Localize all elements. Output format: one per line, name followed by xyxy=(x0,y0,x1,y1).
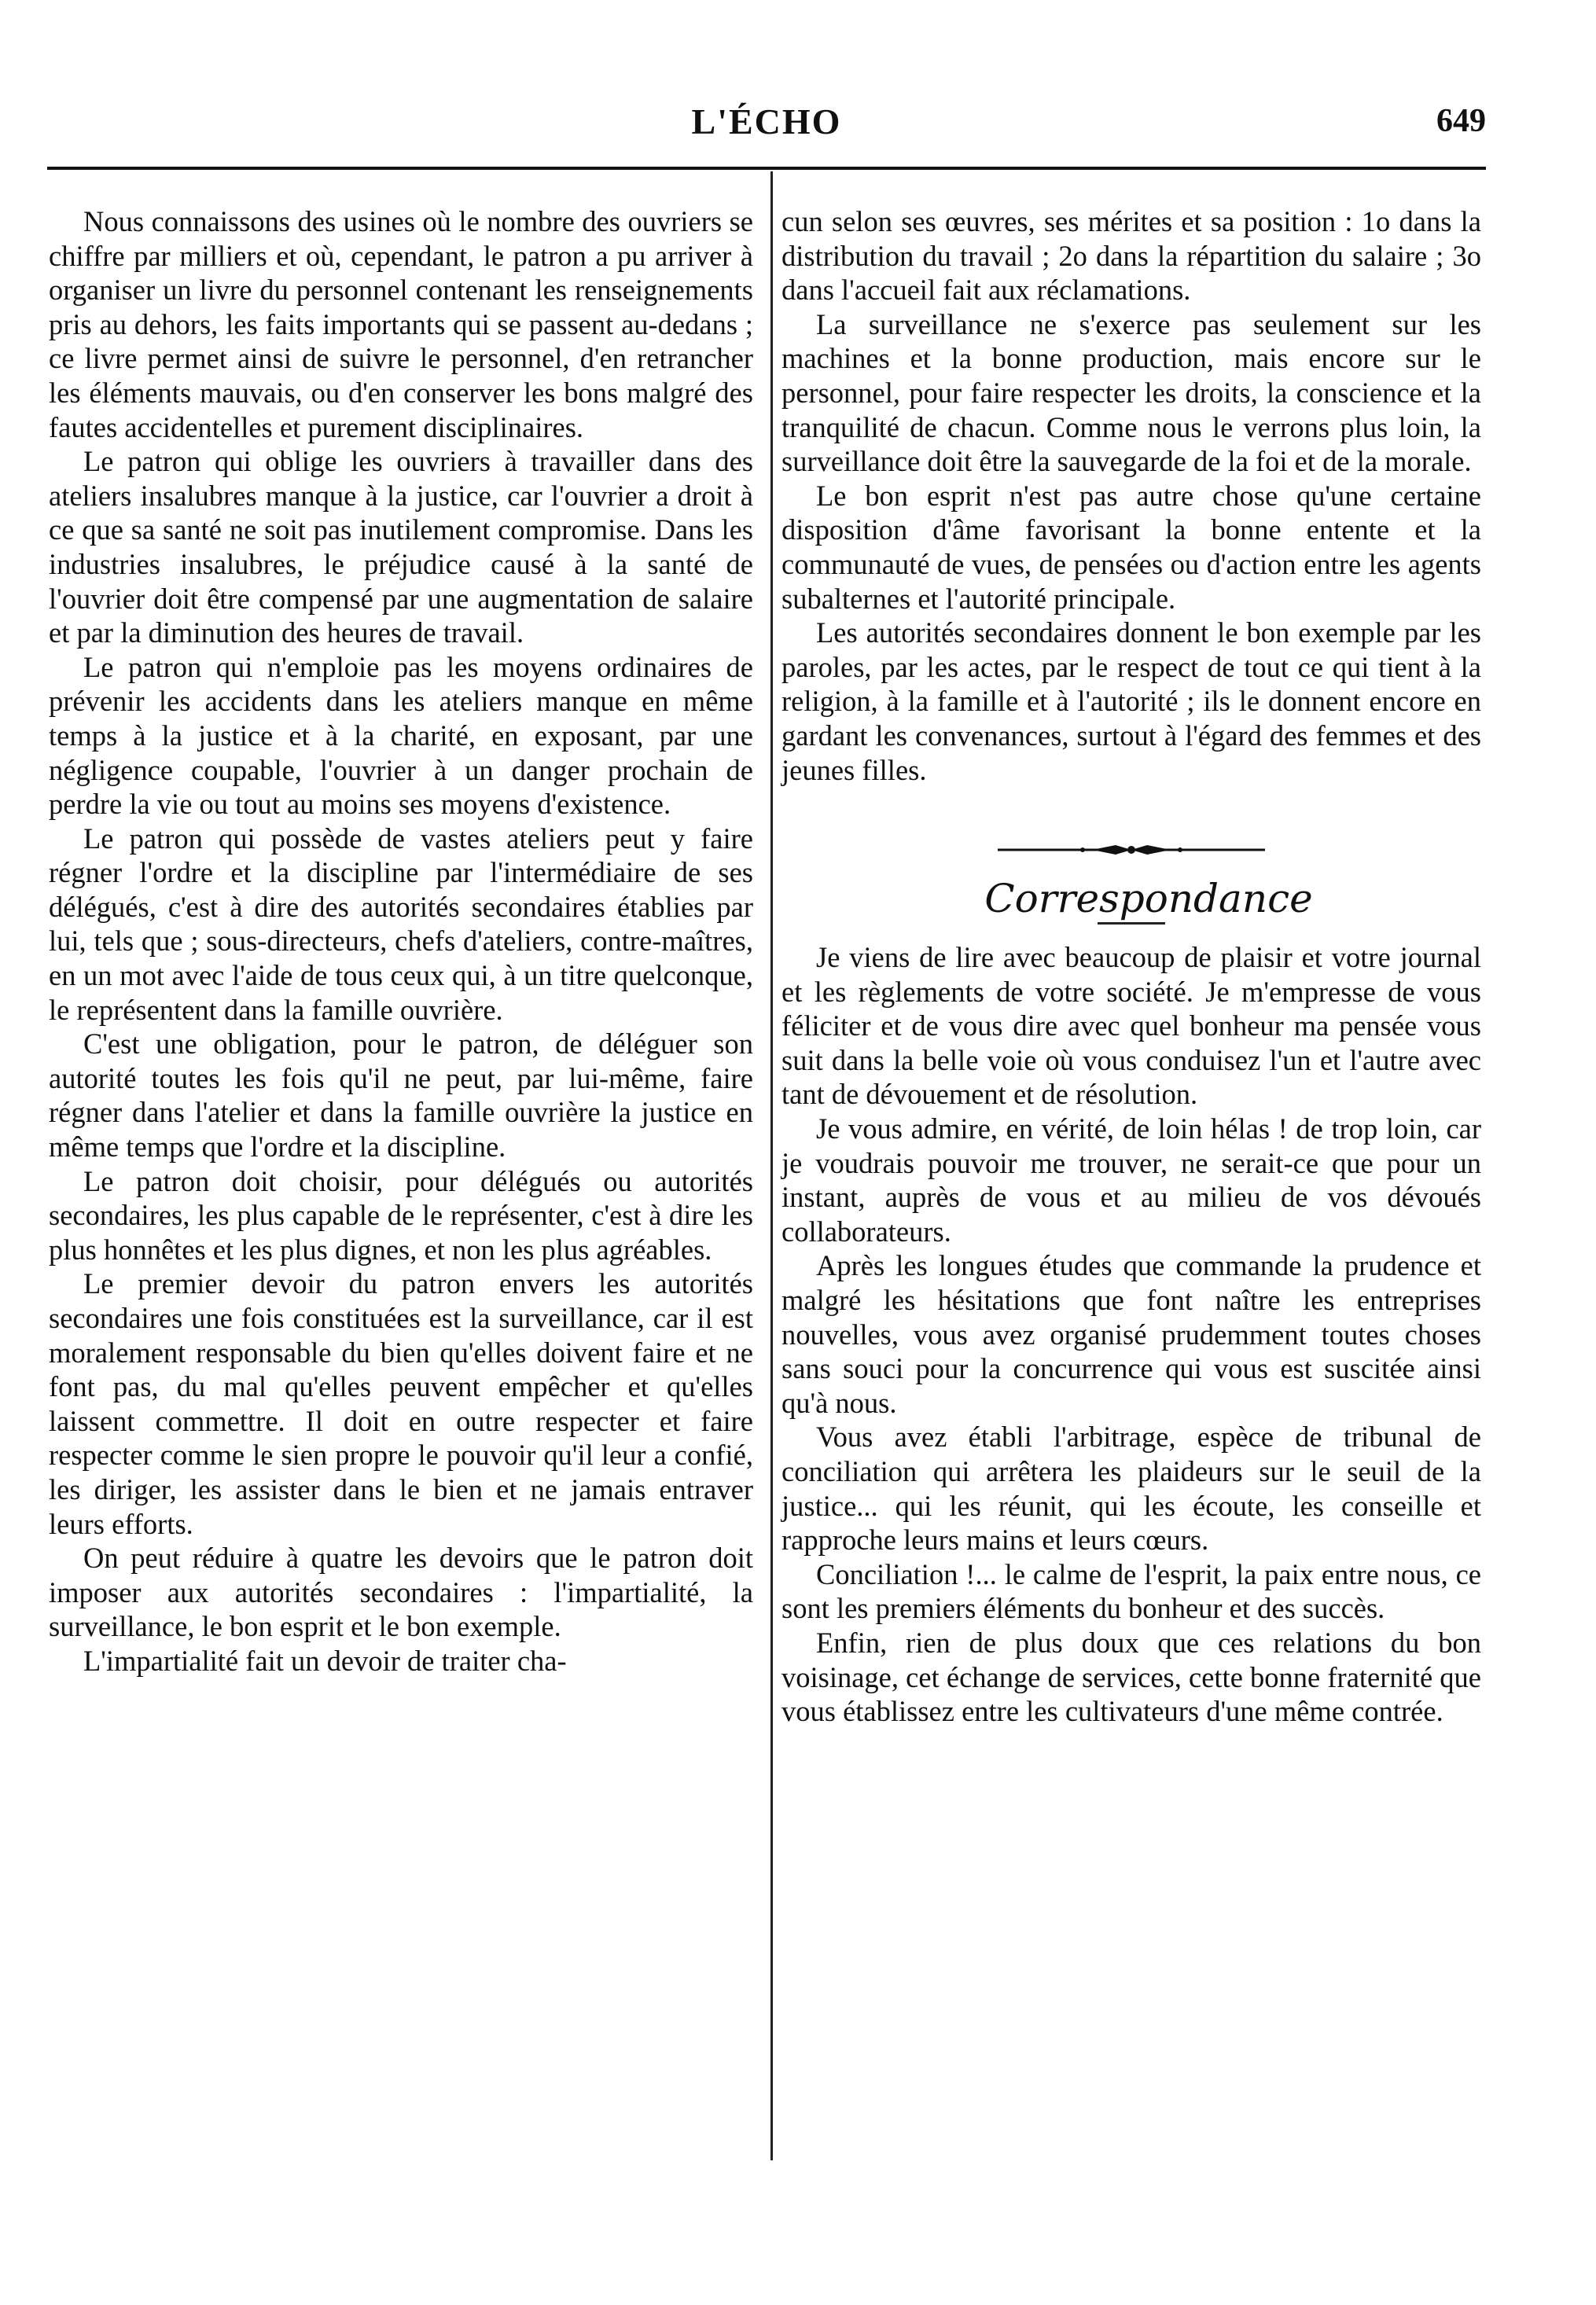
paragraph: Le patron qui n'emploie pas les moyens ordinaires de prévenir les accidents dans les ateliers manque en même temps à la justice et à la charité, en exposant, par une négligence coupable, l'ouvrier à un danger prochain de perdre la vie ou tout au moins ses moyens d'existence. xyxy=(49,650,753,821)
right-column xyxy=(781,204,1481,1729)
paragraph: Le bon esprit n'est pas autre chose qu'une certaine disposition d'âme favorisant la bonne entente et la communauté de vues, de pensées ou d'action entre les agents subalternes et l'autorité principale. xyxy=(781,479,1481,615)
paragraph: L'impartialité fait un devoir de traiter cha- xyxy=(83,1644,567,1677)
paragraph: C'est une obligation, pour le patron, de déléguer son autorité toutes les fois qu'il ne peut, par lui-même, faire régner dans l'atelier et dans la famille ouvrière la justice en même temps que l'ordre et la discipline. xyxy=(49,1028,753,1164)
paragraph: Le premier devoir du patron envers les autorités secondaires une fois constituées est la surveillance, car il est moralement responsable du bien qu'elles doivent faire et ne font pas, du mal qu'elles peuvent empêcher et qu'elles laissent commettre. Il doit en outre respecter et faire respecter comme le sien propre le pouvoir qu'il leur a confié, les diriger, les assister dans le bien et ne jamais entraver leurs efforts. xyxy=(49,1267,753,1540)
journal-title: L'ÉCHO xyxy=(691,101,842,142)
page-header xyxy=(47,94,1486,149)
letter-paragraph: Après les longues études que commande la prudence et malgré les hésitations que font naître les entreprises nouvelles, vous avez organisé prudemment toutes choses sans souci pour la concurrence qui vous est suscitée ainsi qu'à nous. xyxy=(781,1249,1481,1419)
letter-paragraph: Vous avez établi l'arbitrage, espèce de tribunal de conciliation qui arrêtera les plaideurs sur le seuil de la justice... qui les réunit, qui les écoute, les conseille et rapproche leurs mains et leurs cœurs. xyxy=(781,1421,1481,1557)
paragraph: Le patron qui oblige les ouvriers à travailler dans des ateliers insalubres manque à la justice, car l'ouvrier a droit à ce que sa santé ne soit pas inutilement compromise. Dans les industries insalubres, le préjudice causé à la santé de l'ouvrier doit être compensé par une augmentation de salaire et par la diminution des heures de travail. xyxy=(49,445,753,649)
ornament-divider-icon xyxy=(998,840,1265,859)
letter-paragraph: Je vous admire, en vérité, de loin hélas ! de trop loin, car je voudrais pouvoir me trouver, ne serait-ce que pour un instant, auprès de vous et au milieu de vos dévoués collaborateurs. xyxy=(781,1112,1481,1248)
page-number: 649 xyxy=(1436,103,1486,139)
paragraph: On peut réduire à quatre les devoirs que le patron doit imposer aux autorités secondaires : l'impartialité, la surveillance, le bon esprit et le bon exemple. xyxy=(49,1542,753,1643)
header-rule xyxy=(47,167,1486,170)
paragraph: Le patron qui possède de vastes ateliers peut y faire régner l'ordre et la discipline par l'intermédiaire de ses délégués, c'est à dire des autorités secondaires établies par lui, tels que ; sous-directeurs, chefs d'ateliers, contre-maîtres, en un mot avec l'aide de tous ceux qui, à un titre quelconque, le représentent dans la famille ouvrière. xyxy=(49,822,753,1026)
paragraph: Nous connaissons des usines où le nombre des ouvriers se chiffre par milliers et où, cependant, le patron a pu arriver à organiser un livre du personnel contenant les renseignements pris au dehors, les faits importants qui se passent au-dedans ; ce livre permet ainsi de suivre le personnel, d'en retrancher les éléments mauvais, ou d'en conserver les bons malgré des fautes accidentelles et purement disciplinaires. xyxy=(49,205,753,443)
paragraph-continuation: cun selon ses œuvres, ses mérites et sa position : 1o dans la distribution du travail ; 2o dans la répartition du salaire ; 3o dans l'accueil fait aux réclamations. xyxy=(781,205,1481,307)
column-divider xyxy=(770,171,773,2160)
paragraph: La surveillance ne s'exerce pas seulement sur les machines et la bonne production, mais encore sur le personnel, pour faire respecter les droits, la conscience et la tranquilité de chacun. Comme nous le verrons plus loin, la surveillance doit être la sauvegarde de la foi et de la morale. xyxy=(781,307,1481,478)
letter-paragraph: Enfin, rien de plus doux que ces relations du bon voisinage, cet échange de services, cette bonne fraternité que vous établissez entre les cultivateurs d'une même contrée. xyxy=(781,1626,1481,1728)
paragraph: Les autorités secondaires donnent le bon exemple par les paroles, par les actes, par le respect de tout ce qui tient à la religion, à la famille et à l'autorité ; ils le donnent encore en gardant les convenances, surtout à l'égard des femmes et des jeunes filles. xyxy=(781,616,1481,786)
letter-paragraph: Conciliation !... le calme de l'esprit, la paix entre nous, ce sont les premiers éléments du bonheur et des succès. xyxy=(781,1557,1481,1625)
left-column xyxy=(49,204,753,1678)
letter-paragraph: Je viens de lire avec beaucoup de plaisir et votre journal et les règlements de votre société. Je m'empresse de vous féliciter et de vous dire avec quel bonheur ma pensée vous suit dans la belle voie où vous conduisez l'un et l'autre avec tant de dévouement et de résolution. xyxy=(781,941,1481,1111)
paragraph: Le patron doit choisir, pour délégués ou autorités secondaires, les plus capable de le représenter, c'est à dire les plus honnêtes et les plus dignes, et non les plus agréables. xyxy=(49,1164,753,1266)
section-title: Correspondance xyxy=(984,876,1313,922)
title-rule xyxy=(1098,922,1165,925)
